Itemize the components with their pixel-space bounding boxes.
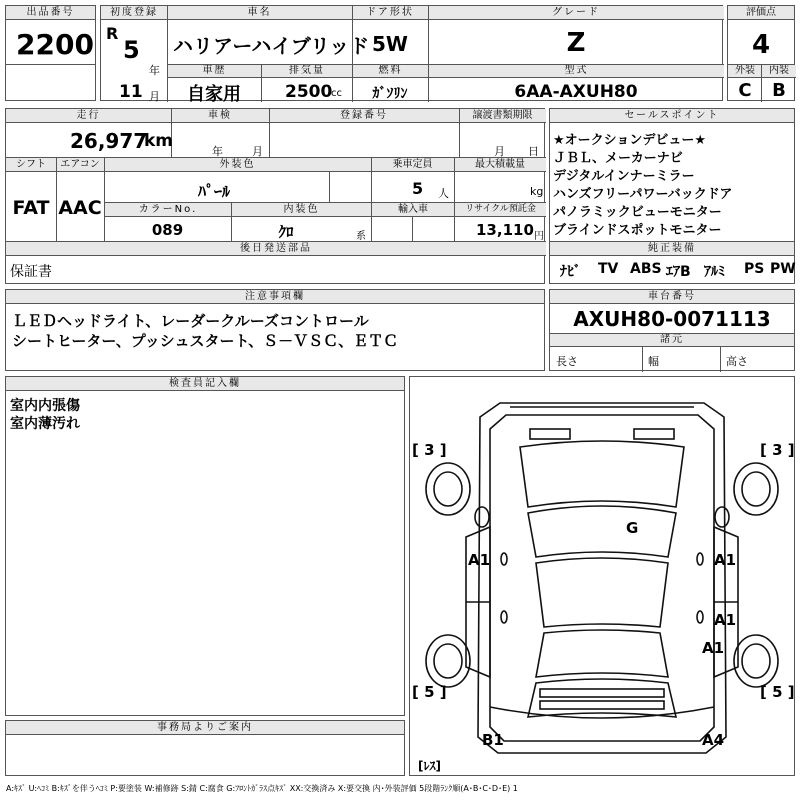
year-unit: 年 [149,64,160,77]
mileage-header: 走行 [6,109,171,123]
car-name-header: 車名 [167,6,352,20]
lot-header: 出品番号 [6,6,95,20]
fuel-header: 燃料 [353,65,428,78]
sales-point-line: デジタルインナーミラー [553,169,695,184]
inspector-header: 検査員記入欄 [6,377,404,391]
shift-value: FAT [12,197,50,219]
mark-right-front-door: A1 [714,551,737,569]
inspection-month-unit: 月 [252,145,263,158]
recycle-value: 13,110 [476,221,534,239]
grade-value: Z [566,28,586,58]
interior-color-header: 内装色 [232,203,371,217]
mark-left-bottom: [ 5 ] [412,683,447,701]
capacity-value: 5 [412,179,424,198]
displacement-header: 排気量 [262,65,352,78]
era-letter: R [106,24,119,43]
import-header: 輸入車 [372,203,454,217]
score-box [727,5,795,101]
interior-value: B [772,80,786,101]
reg-no-header: 登録番号 [269,109,459,123]
equipment-item: ABS [630,261,662,277]
legend-text: A:ｷｽﾞ U:ﾍｺﾐ B:ｷｽﾞを伴うﾍｺﾐ P:要塗装 W:補修跡 S:錆 C:腐食 G:ﾌﾛﾝﾄｶﾞﾗｽ点ｷｽﾞ XX:交換済み X:要交換 内･外装評価 5段階ﾗﾝｸ順(A･B･C･D･E) 1 [6,784,518,793]
notes-box [5,289,545,371]
displacement-value: 2500 [285,82,333,102]
mark-right-bottom: [ 5 ] [760,683,795,701]
sales-points-header: セールスポイント [550,109,794,123]
length-label: 長さ [556,355,578,368]
chassis-header: 車台番号 [550,290,794,304]
later-parts-value: 保証書 [10,264,52,280]
history-value: 自家用 [187,84,241,105]
mark-rear-left: B1 [482,731,504,749]
max-load-unit: kg [530,185,544,198]
color-no-header: カラーNo. [105,203,231,217]
inspector-line: 室内内張傷 [10,398,80,414]
month-value: 11 [119,82,143,102]
year-value: 5 [123,36,140,64]
office-box [5,720,405,776]
sales-points-box [549,108,795,284]
displacement-unit: cc [331,88,342,99]
mark-right-quarter: A1 [702,639,725,657]
mark-roof: G [626,519,639,537]
capacity-unit: 人 [438,187,449,200]
exterior-color-value: ﾊﾟｰﾙ [197,182,230,201]
car-name-value: ハリアーハイブリッド [173,34,370,58]
recycle-header: リサイクル預託金 [455,203,546,217]
notes-header: 注意事項欄 [6,290,544,304]
mark-right-rear-door: A1 [714,611,737,629]
shift-header: シフト [6,158,56,172]
ac-value: AAC [58,197,102,219]
ac-header: エアコン [56,158,104,172]
mileage-value: 26,977 [70,129,148,153]
notes-line: シートヒーター、プッシュスタート、Ｓ－ＶＳＣ、ＥＴＣ [12,332,399,350]
interior-color-unit: 系 [356,231,366,242]
exterior-color-header: 外装色 [104,158,371,172]
mark-left-door: A1 [468,551,491,569]
sales-point-line: パノラミックビューモニター [553,205,722,220]
model-header: 型式 [429,65,724,78]
recycle-unit: 円 [534,231,544,242]
transfer-month-unit: 月 [494,145,505,158]
inspector-box [5,376,405,716]
fuel-value: ｶﾞｿﾘﾝ [372,86,408,102]
lot-box [5,5,96,101]
score-header: 評価点 [728,6,794,20]
sales-point-line: ★オークションデビュー★ [553,133,707,148]
month-unit: 月 [149,90,160,103]
office-header: 事務局よりご案内 [6,721,404,735]
specs-header: 諸元 [550,334,794,347]
chassis-value: AXUH80-0071113 [573,307,771,331]
sales-point-line: ハンズフリーパワーバックドア [553,187,733,202]
max-load-header: 最大積載量 [454,158,546,172]
car-outline-diagram [410,377,794,775]
chassis-box [549,289,795,371]
equipment-header: 純正装備 [550,242,794,256]
equipment-item: ｴｱB [666,264,691,280]
door-value: 5W [372,32,408,56]
notes-line: ＬＥＤヘッドライト、レーダークルーズコントロール [12,312,369,330]
grade-header: グレード [428,6,724,20]
later-parts-header: 後日発送部品 [6,242,546,256]
lot-value: 2200 [16,28,94,61]
sales-point-line: ＪＢＬ、メーカーナビ [553,151,683,166]
capacity-header: 乗車定員 [371,158,454,172]
width-label: 幅 [648,355,659,368]
vehicle-info-box [100,5,723,105]
first-reg-header: 初度登録 [101,6,167,20]
color-no-value: 089 [151,221,184,239]
interior-header: 内装 [762,65,796,78]
transfer-header: 譲渡書類期限 [459,109,546,123]
equipment-item: TV [598,261,619,277]
inspection-header: 車検 [171,109,269,123]
equipment-item: PS [744,261,765,277]
damage-diagram [409,376,795,776]
exterior-value: C [738,80,752,101]
inspection-year-unit: 年 [212,145,223,158]
mileage-unit: km [144,131,174,151]
transfer-day-unit: 日 [528,145,539,158]
history-header: 車歴 [168,65,261,78]
sales-point-line: ブラインドスポットモニター [553,223,722,238]
model-value: 6AA-AXUH80 [514,82,638,102]
door-header: ドア形状 [352,6,428,20]
interior-color-value: ｸﾛ [278,223,294,241]
score-value: 4 [751,30,771,60]
mark-rear-right: A4 [702,731,725,749]
mark-less: [ﾚｽ] [418,759,441,773]
height-label: 高さ [726,355,748,368]
mark-right-top: [ 3 ] [760,441,795,459]
inspector-line: 室内薄汚れ [10,416,80,432]
mark-left-top: [ 3 ] [412,441,447,459]
mid-box [5,108,545,284]
exterior-header: 外装 [728,65,762,78]
equipment-item: PW [770,261,796,277]
equipment-item: ﾅﾋﾞ [560,264,581,280]
equipment-item: ｱﾙﾐ [704,264,725,280]
